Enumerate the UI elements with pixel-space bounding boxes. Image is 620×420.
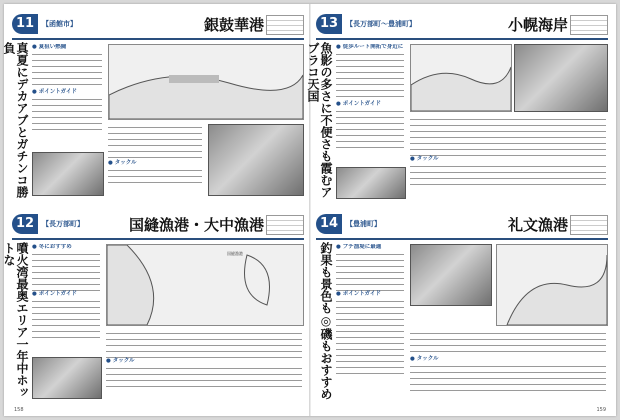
section-number: 13: [316, 14, 342, 34]
section-title: 釣果も景色も◎磯もおすすめ: [319, 242, 333, 400]
photo: [514, 44, 608, 112]
section-13: [306, 12, 608, 204]
body-text: [32, 244, 100, 354]
text-lines: [410, 116, 606, 156]
map: [108, 44, 304, 120]
page-number-left: 158: [14, 407, 24, 413]
subheading: ● ポイントガイド: [336, 291, 381, 297]
text-lines: [32, 298, 100, 338]
place-name: 礼文漁港: [507, 216, 568, 234]
text-lines: [410, 163, 606, 187]
section-title: 真夏にデカアブとガチンコ勝負: [2, 42, 29, 198]
place-name: 国縫漁港・大中漁港: [128, 216, 264, 234]
text-lines: [108, 167, 202, 187]
page-number-right: 159: [596, 407, 606, 413]
section-number: 14: [316, 214, 342, 234]
subheading: ● 徒歩ルート開拓で身近に: [336, 44, 404, 50]
section-header: [12, 12, 304, 40]
subheading: ● タックル: [410, 156, 439, 162]
section-title: 噴火湾最奥エリア一年中ホットな: [2, 242, 29, 398]
section-header: [316, 212, 608, 240]
area-label: 【長万部町】: [42, 220, 84, 228]
info-table: [266, 215, 304, 235]
subheading: ● タックル: [108, 160, 137, 166]
map: [496, 244, 608, 326]
text-lines: [108, 124, 202, 160]
section-11: [2, 12, 304, 204]
subheading: ● タックル: [410, 356, 439, 362]
subheading: ● ポイントガイド: [32, 89, 77, 95]
section-header: [316, 12, 608, 40]
subheading: ● 冬におすすめ: [32, 244, 72, 250]
body-text: [336, 44, 404, 164]
subheading: ● ポイントガイド: [32, 291, 77, 297]
section-14: [316, 212, 608, 404]
section-number: 12: [12, 214, 38, 234]
photo: [32, 357, 102, 399]
section-number: 11: [12, 14, 38, 34]
subheading: ● ポイントガイド: [336, 101, 381, 107]
book-spread: [4, 4, 616, 416]
section-12: [2, 212, 304, 404]
body-text: [106, 330, 302, 396]
text-lines: [336, 108, 404, 148]
body-text: [108, 124, 202, 194]
section-title: 魚影の多さに不便さも霞むアブラコ天国: [306, 42, 333, 198]
place-name: 銀鼓華港: [203, 16, 264, 34]
body-text: [410, 330, 606, 396]
photo: [208, 124, 304, 196]
text-lines: [336, 51, 404, 101]
text-lines: [336, 251, 404, 291]
photo: [32, 152, 104, 196]
photo: [336, 167, 406, 199]
subheading: ● タックル: [106, 358, 135, 364]
map-label: 国縫漁港: [227, 251, 243, 256]
subheading: ● 夏狙い熱闘: [32, 44, 67, 50]
text-lines: [106, 365, 302, 391]
area-label: 【長万部町〜豊浦町】: [346, 20, 416, 28]
section-header: [12, 212, 304, 240]
text-lines: [410, 330, 606, 356]
body-text: [410, 116, 606, 196]
info-table: [266, 15, 304, 35]
place-name: 小幌海岸: [507, 16, 568, 34]
subheading: ● ブチ漁堤に最適: [336, 244, 382, 250]
text-lines: [336, 298, 404, 378]
text-lines: [32, 51, 102, 89]
text-lines: [32, 96, 102, 130]
area-label: 【豊浦町】: [346, 220, 381, 228]
info-table: [570, 15, 608, 35]
text-lines: [106, 330, 302, 358]
map: [106, 244, 304, 326]
area-label: 【函館市】: [42, 20, 77, 28]
photo: [410, 244, 492, 306]
text-lines: [32, 251, 100, 291]
text-lines: [410, 363, 606, 391]
body-text: [336, 244, 404, 394]
info-table: [570, 215, 608, 235]
map: [410, 44, 512, 112]
